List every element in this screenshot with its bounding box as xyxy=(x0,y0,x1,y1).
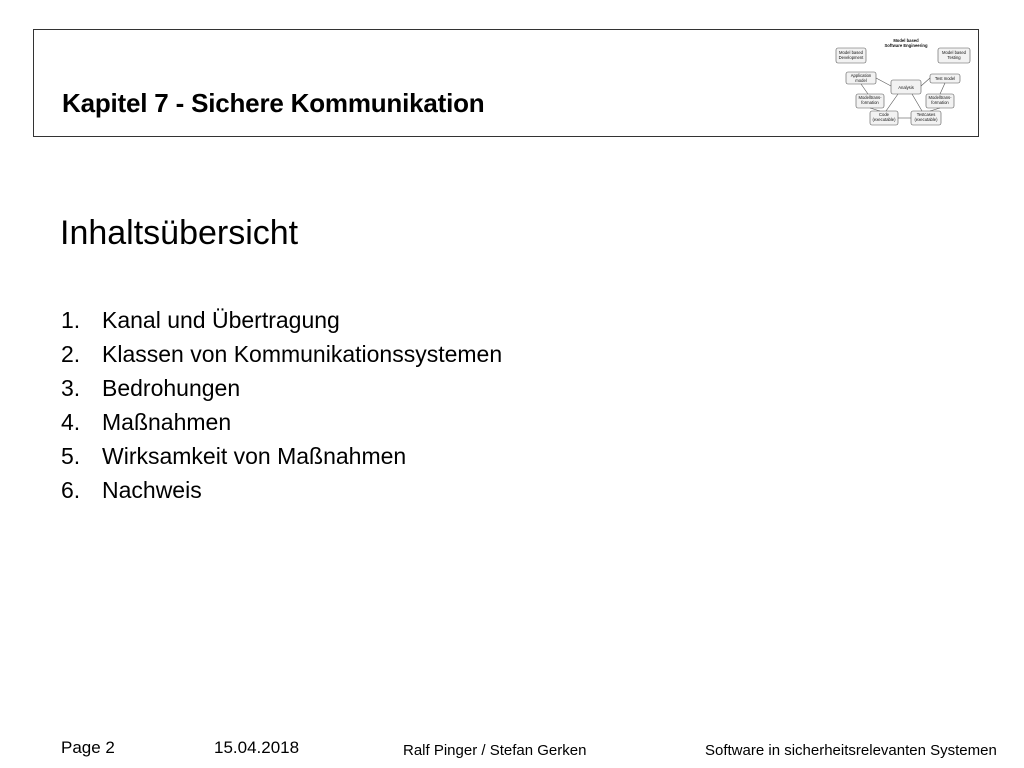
diagram-right-top-2: Testing xyxy=(947,55,961,60)
diagram-title-2: Software Engineering xyxy=(884,43,928,48)
toc-item-number: 6. xyxy=(61,477,81,503)
toc-item xyxy=(61,371,502,405)
toc-item xyxy=(61,337,502,371)
diagram-trans-left-2: formation xyxy=(861,100,879,105)
chapter-title: Kapitel 7 - Sichere Kommunikation xyxy=(62,88,485,118)
diagram-left-top-1: Model based xyxy=(839,50,863,55)
toc-item-label: Maßnahmen xyxy=(102,409,232,435)
toc-item-number: 1. xyxy=(61,307,81,333)
toc-item-number: 5. xyxy=(61,443,81,469)
diagram-code-2: (executable) xyxy=(872,117,896,122)
page-title: Inhaltsübersicht xyxy=(60,214,299,252)
toc-item-label: Nachweis xyxy=(102,477,202,503)
diagram-code-1: Code xyxy=(878,112,890,117)
diagram-app-model-1: Application xyxy=(850,73,872,78)
diagram-testcases-2: (executable) xyxy=(914,117,938,122)
diagram-trans-right-2: formation xyxy=(931,100,949,105)
diagram-analysis: Analysis xyxy=(898,85,914,90)
diagram-app-model-2: model xyxy=(855,78,867,83)
toc-item xyxy=(61,439,502,473)
toc-item-number: 3. xyxy=(61,375,81,401)
toc-item-label: Kanal und Übertragung xyxy=(102,307,340,333)
footer-authors: Ralf Pinger / Stefan Gerken xyxy=(403,742,587,759)
diagram-left-top-2: Development xyxy=(838,55,864,60)
footer-course: Software in sicherheitsrelevanten Systemen xyxy=(705,742,997,759)
toc-item-number: 2. xyxy=(61,341,81,367)
mbse-diagram-svg xyxy=(834,36,979,134)
diagram-right-top-1: Model based xyxy=(942,50,966,55)
toc-item xyxy=(61,405,502,439)
diagram-testcases-1: Testcases xyxy=(916,112,936,117)
footer-date: 15.04.2018 xyxy=(214,738,300,757)
diagram-trans-right-1: Modelltrans- xyxy=(928,95,952,100)
table-of-contents xyxy=(61,303,502,507)
toc-item xyxy=(61,303,502,337)
toc-item-number: 4. xyxy=(61,409,81,435)
mbse-diagram xyxy=(834,36,979,134)
footer-page-number: Page 2 xyxy=(61,738,115,757)
diagram-title-1: Model based xyxy=(893,38,919,43)
toc-item xyxy=(61,473,502,507)
header-box xyxy=(33,29,979,137)
diagram-test-model: Test model xyxy=(934,76,956,81)
diagram-trans-left-1: Modelltrans- xyxy=(858,95,882,100)
toc-item-label: Wirksamkeit von Maßnahmen xyxy=(102,443,407,469)
toc-item-label: Bedrohungen xyxy=(102,375,241,401)
toc-item-label: Klassen von Kommunikationssystemen xyxy=(102,341,503,367)
